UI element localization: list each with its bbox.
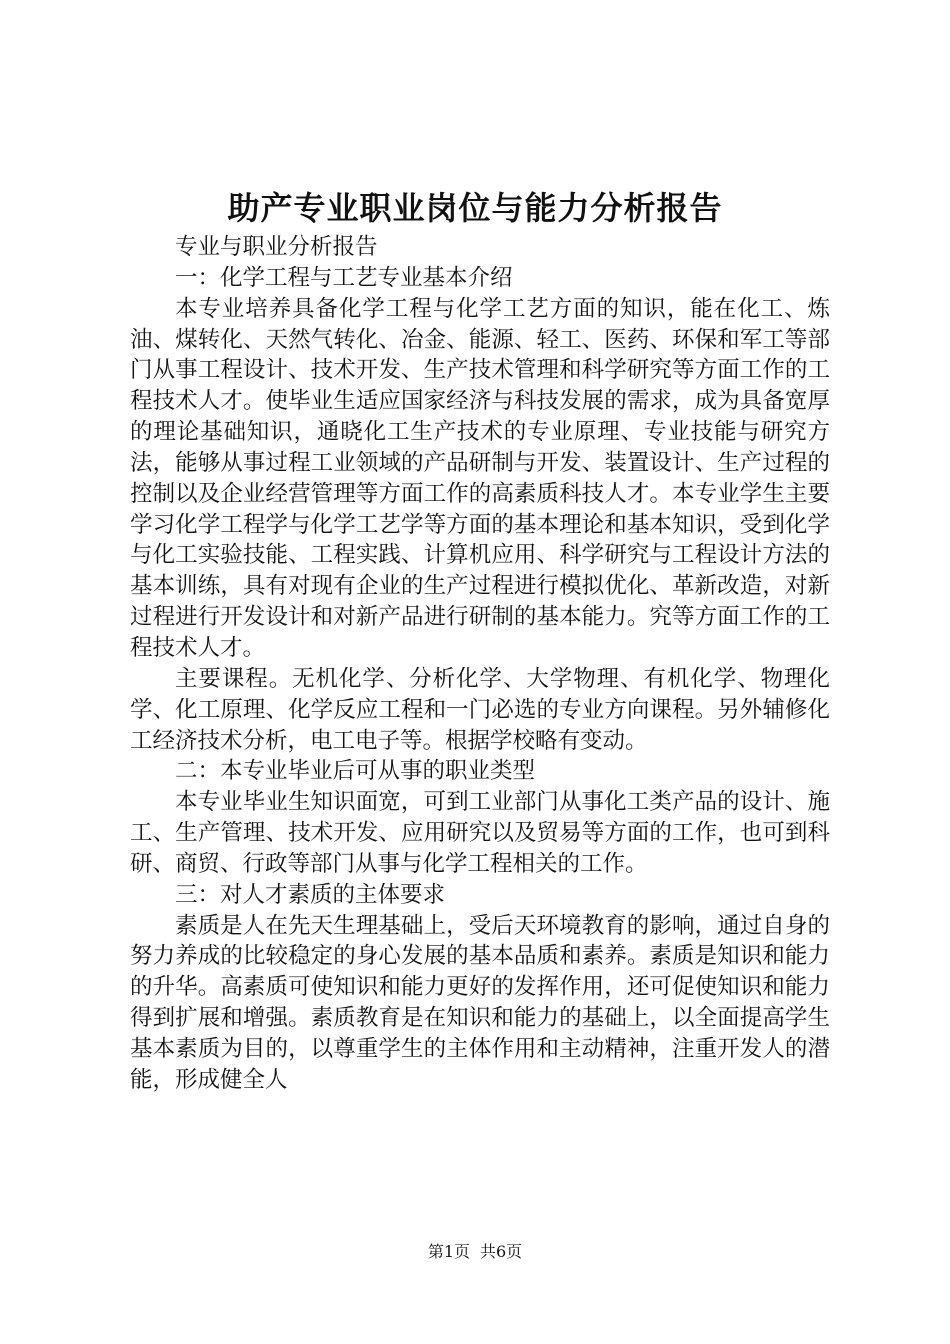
body-paragraph: 本专业培养具备化学工程与化学工艺方面的知识，能在化工、炼油、煤转化、天然气转化、冶金、能源、轻工、医药、环保和军工等部门从事工程设计、技术开发、生产技术管理和科学研究等方面工作的工程技术人才。使毕业生适应国家经济与科技发展的需求，成为具备宽厚的理论基础知识，通晓化工生产技术的专业原理、专业技能与研究方法，能够从事过程工业领域的产品研制与开发、装置设计、生产过程的控制以及企业经营管理等方面工作的高素质科技人才。本专业学生主要学习化学工程学与化学工艺学等方面的基本理论和基本知识，受到化学与化工实验技能、工程实践、计算机应用、科学研究与工程设计方法的基本训练，具有对现有企业的生产过程进行模拟优化、革新改造，对新过程进行开发设计和对新产品进行研制的基本能力。究等方面工作的工程技术人才。	[130, 295, 830, 661]
page-footer	[0, 1240, 950, 1264]
document-body	[130, 232, 830, 1096]
current-page-number: 第1页	[427, 1242, 470, 1261]
section-heading: 专业与职业分析报告	[175, 234, 378, 260]
section-heading: 二：本专业毕业后可从事的职业类型	[175, 758, 536, 785]
body-paragraph: 素质是人在先天生理基础上，受后天环境教育的影响，通过自身的努力养成的比较稳定的身心发展的基本品质和素养。素质是知识和能力的升华。高素质可使知识和能力更好的发挥作用，还可促使知识和能力得到扩展和增强。素质教育是在知识和能力的基础上，以全面提高学生基本素质为目的，以尊重学生的主体作用和主动精神，注重开发人的潜能，形成健全人	[130, 912, 830, 1093]
total-page-count: 共6页	[480, 1242, 523, 1261]
body-paragraph: 主要课程。无机化学、分析化学、大学物理、有机化学、物理化学、化工原理、化学反应工程和一门必选的专业方向课程。另外辅修化工经济技术分析，电工电子等。根据学校略有变动。	[130, 665, 830, 754]
section-heading: 一：化学工程与工艺专业基本介绍	[175, 264, 513, 291]
body-paragraph: 本专业毕业生知识面宽，可到工业部门从事化工类产品的设计、施工、生产管理、技术开发、应用研究以及贸易等方面的工作，也可到科研、商贸、行政等部门从事与化学工程相关的工作。	[130, 789, 830, 877]
section-heading: 三：对人才素质的主体要求	[175, 881, 446, 908]
document-title: 助产专业职业岗位与能力分析报告	[227, 189, 723, 227]
